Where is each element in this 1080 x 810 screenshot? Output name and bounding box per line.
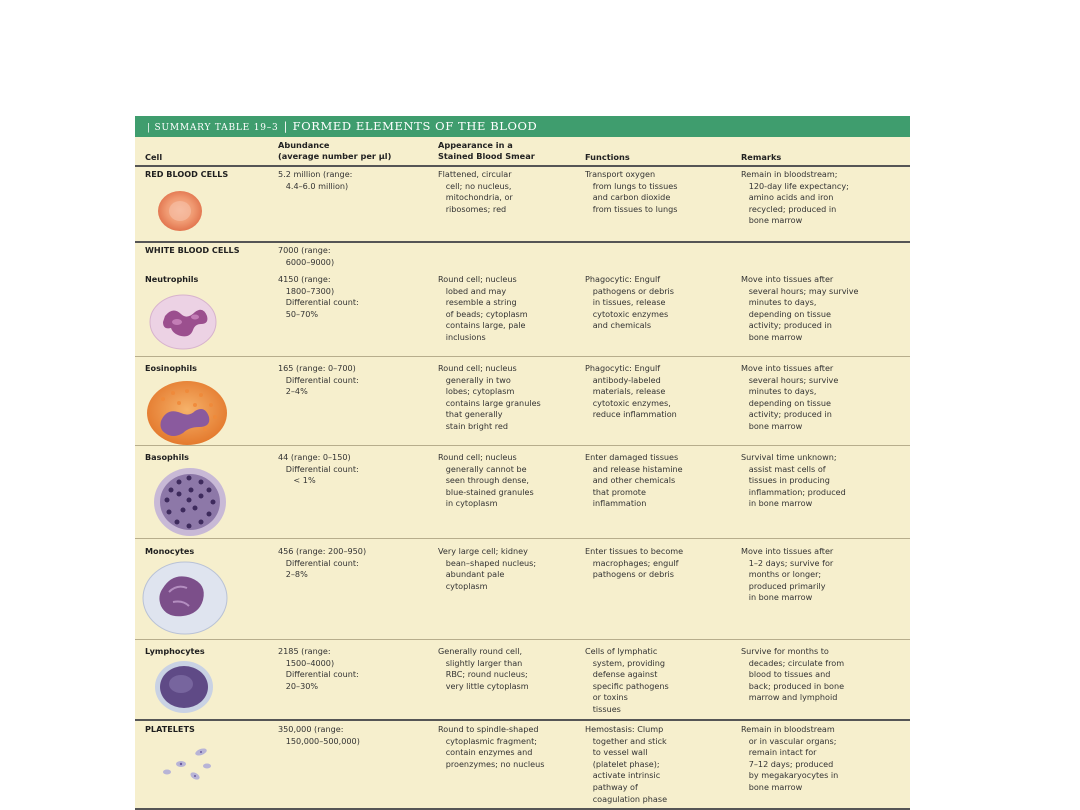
cell-name: PLATELETS — [145, 724, 195, 734]
row-divider — [135, 241, 910, 243]
cell-abundance: 350,000 (range: 150,000–500,000) — [278, 724, 360, 746]
cell-functions: Cells of lymphatic system, providing defense against specific pathogens or toxins tissues — [585, 646, 669, 714]
row-divider — [135, 538, 910, 539]
cell-appearance: Flattened, circular cell; no nucleus, mitochondria, or ribosomes; red — [438, 169, 513, 214]
cell-remarks: Survive for months to decades; circulate from blood to tissues and back; produced in bone marrow and lymphoid — [741, 646, 845, 703]
cell-name: WHITE BLOOD CELLS — [145, 245, 240, 255]
cell-abundance: 456 (range: 200–950) Differential count: 2–8% — [278, 546, 367, 580]
summary-table — [135, 116, 910, 810]
cell-abundance: 4150 (range: 1800–7300) Differential count: 50–70% — [278, 274, 359, 319]
cell-remarks: Move into tissues after several hours; survive minutes to days, depending on tissue activity; produced in bone marrow — [741, 363, 839, 431]
cell-remarks: Survival time unknown; assist mast cells of tissues in producing inflammation; produced in bone marrow — [741, 452, 846, 509]
row-divider — [135, 719, 910, 721]
red-blood-cell-image — [155, 189, 205, 234]
header-remarks: Remarks — [741, 152, 782, 162]
cell-name: Monocytes — [145, 546, 195, 556]
row-divider — [135, 445, 910, 446]
table-number: | SUMMARY TABLE 19–3 — [147, 123, 279, 133]
neutrophil-image — [143, 292, 225, 352]
monocyte-image — [139, 558, 231, 638]
cell-name: Basophils — [145, 452, 189, 462]
cell-functions: Phagocytic: Engulf antibody-labeled materials, release cytotoxic enzymes, reduce inflammation — [585, 363, 677, 420]
cell-abundance: 5.2 million (range: 4.4–6.0 million) — [278, 169, 353, 191]
cell-remarks: Remain in bloodstream; 120-day life expectancy; amino acids and iron recycled; produced in bone marrow — [741, 169, 849, 226]
table-bottom-rule — [135, 808, 910, 810]
cell-appearance: Very large cell; kidney bean–shaped nucleus; abundant pale cytoplasm — [438, 546, 537, 591]
cell-functions: Hemostasis: Clump together and stick to vessel wall (platelet phase); activate intrinsic pathway of coagulation phase — [585, 724, 668, 804]
title-separator: | — [283, 120, 288, 133]
cell-functions: Phagocytic: Engulf pathogens or debris in tissues, release cytotoxic enzymes and chemicals — [585, 274, 675, 331]
cell-name: RED BLOOD CELLS — [145, 169, 229, 179]
cell-abundance: 7000 (range: 6000–9000) — [278, 245, 335, 267]
cell-appearance: Round cell; nucleus lobed and may resemble a string of beads; cytoplasm contains large, pale inclusions — [438, 274, 528, 342]
cell-name: Neutrophils — [145, 274, 199, 284]
eosinophil-image — [143, 377, 231, 449]
lymphocyte-image — [153, 658, 215, 716]
cell-appearance: Round to spindle-shaped cytoplasmic fragment; contain enzymes and proenzymes; no nucleus — [438, 724, 545, 769]
row-divider — [135, 639, 910, 640]
cell-functions: Enter tissues to become macrophages; engulf pathogens or debris — [585, 546, 684, 580]
basophil-image — [149, 464, 231, 540]
cell-remarks: Move into tissues after 1–2 days; survive for months or longer; produced primarily in bone marrow — [741, 546, 834, 603]
header-appearance: Appearance in a Stained Blood Smear — [438, 140, 535, 161]
cell-abundance: 44 (range: 0–150) Differential count: < 1% — [278, 452, 359, 486]
table-title: FORMED ELEMENTS OF THE BLOOD — [292, 119, 538, 133]
table-title-bar — [135, 116, 910, 137]
row-divider — [135, 356, 910, 357]
header-cell: Cell — [145, 152, 163, 162]
header-functions: Functions — [585, 152, 630, 162]
platelets-image — [151, 742, 221, 790]
cell-remarks: Move into tissues after several hours; may survive minutes to days, depending on tissue activity; produced in bone marrow — [741, 274, 859, 342]
cell-functions: Enter damaged tissues and release histamine and other chemicals that promote inflammation — [585, 452, 683, 509]
cell-appearance: Generally round cell, slightly larger than RBC; round nucleus; very little cytoplasm — [438, 646, 529, 691]
cell-name: Lymphocytes — [145, 646, 205, 656]
header-rule — [135, 165, 910, 167]
cell-functions: Transport oxygen from lungs to tissues and carbon dioxide from tissues to lungs — [585, 169, 678, 214]
cell-remarks: Remain in bloodstream or in vascular organs; remain intact for 7–12 days; produced by megakaryocytes in bone marrow — [741, 724, 839, 792]
cell-appearance: Round cell; nucleus generally in two lobes; cytoplasm contains large granules that generally stain bright red — [438, 363, 541, 431]
cell-name: Eosinophils — [145, 363, 197, 373]
cell-abundance: 165 (range: 0–700) Differential count: 2–4% — [278, 363, 359, 397]
cell-abundance: 2185 (range: 1500–4000) Differential count: 20–30% — [278, 646, 359, 691]
cell-appearance: Round cell; nucleus generally cannot be seen through dense, blue-stained granules in cytoplasm — [438, 452, 534, 509]
header-abundance: Abundance (average number per µl) — [278, 140, 392, 161]
